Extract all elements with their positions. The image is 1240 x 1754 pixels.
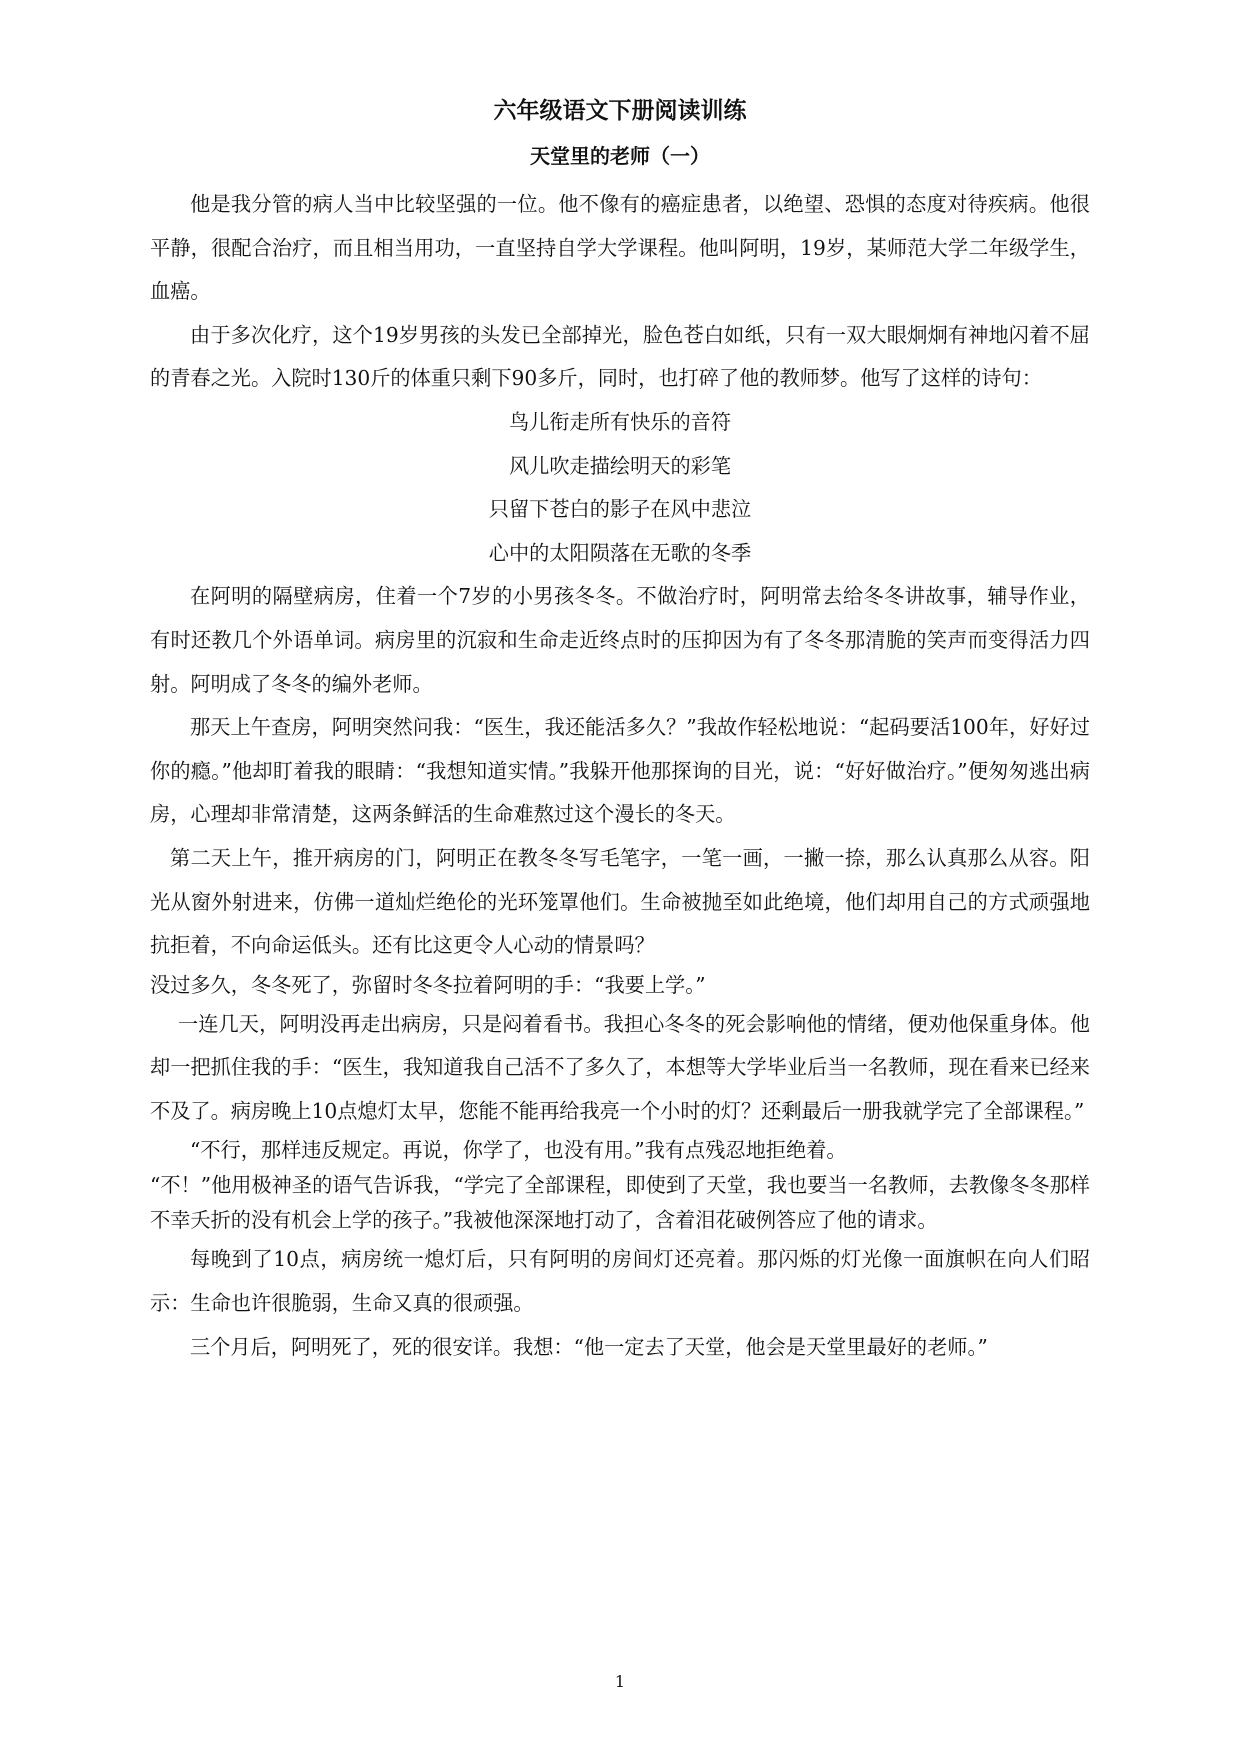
paragraph: 一连几天，阿明没再走出病房，只是闷着看书。我担心冬冬的死会影响他的情绪，便劝他保重身体。他却一把抓住我的手：“医生，我知道我自己活不了多久了，本想等大学毕业后当一名教师，现在看来已经来不及了。病房晚上10点熄灯太早，您能不能再给我亮一个小时的灯？还剩最后一册我就学完了全部课程。”: [150, 1011, 1090, 1123]
document-subtitle: 天堂里的老师（一）: [530, 144, 710, 168]
document-title: 六年级语文下册阅读训练: [493, 97, 747, 124]
paragraph: 在阿明的隔壁病房，住着一个7岁的小男孩冬冬。不做治疗时，阿明常去给冬冬讲故事，辅导作业，有时还教几个外语单词。病房里的沉寂和生命走近终点时的压抑因为有了冬冬那清脆的笑声而变得活力四射。阿明成了冬冬的编外老师。: [150, 584, 1090, 696]
paragraph: “不行，那样违反规定。再说，你学了，也没有用。”我有点残忍地拒绝着。: [190, 1138, 847, 1163]
paragraph: 三个月后，阿明死了，死的很安详。我想：“他一定去了天堂，他会是天堂里最好的老师。”: [190, 1334, 988, 1359]
paragraph: “不！”他用极神圣的语气告诉我，“学完了全部课程，即使到了天堂，我也要当一名教师，去教像冬冬那样不幸夭折的没有机会上学的孩子。”我被他深深地打动了，含着泪花破例答应了他的请求。: [150, 1173, 1090, 1233]
poem-line: 鸟儿衔走所有快乐的音符: [508, 409, 732, 434]
poem-line: 心中的太阳陨落在无歌的冬季: [488, 540, 752, 565]
article-body: [150, 183, 1090, 1369]
page-number: 1: [614, 1672, 626, 1691]
paragraph: 每晚到了10点，病房统一熄灯后，只有阿明的房间灯还亮着。那闪烁的灯光像一面旗帜在向人们昭示：生命也许很脆弱，生命又真的很顽强。: [150, 1247, 1090, 1316]
paragraph: 第二天上午，推开病房的门，阿明正在教冬冬写毛笔字，一笔一画，一撇一捺，那么认真那么从容。阳光从窗外射进来，仿佛一道灿烂绝伦的光环笼罩他们。生命被抛至如此绝境，他们却用自己的方式顽强地抗拒着，不向命运低头。还有比这更令人心动的情景吗？: [150, 845, 1090, 958]
poem-line: 风儿吹走描绘明天的彩笔: [508, 453, 732, 478]
paragraph: 那天上午查房，阿明突然问我：“医生，我还能活多久？”我故作轻松地说：“起码要活100年，好好过你的瘾。”他却盯着我的眼睛：“我想知道实情。”我躲开他那探询的目光，说：“好好做治疗。”便匆匆逃出病房，心理却非常清楚，这两条鲜活的生命难熬过这个漫长的冬天。: [150, 715, 1090, 827]
paragraph: 他是我分管的病人当中比较坚强的一位。他不像有的癌症患者，以绝望、恐惧的态度对待疾病。他很平静，很配合治疗，而且相当用功，一直坚持自学大学课程。他叫阿明，19岁，某师范大学二年级学生，血癌。: [150, 192, 1090, 304]
paragraph: 没过多久，冬冬死了，弥留时冬冬拉着阿明的手：“我要上学。”: [150, 972, 706, 997]
paragraph: 由于多次化疗，这个19岁男孩的头发已全部掉光，脸色苍白如纸，只有一双大眼炯炯有神地闪着不屈的青春之光。入院时130斤的体重只剩下90多斤，同时，也打碎了他的教师梦。他写了这样的诗句：: [150, 322, 1090, 391]
poem-line: 只留下苍白的影子在风中悲泣: [488, 497, 752, 522]
